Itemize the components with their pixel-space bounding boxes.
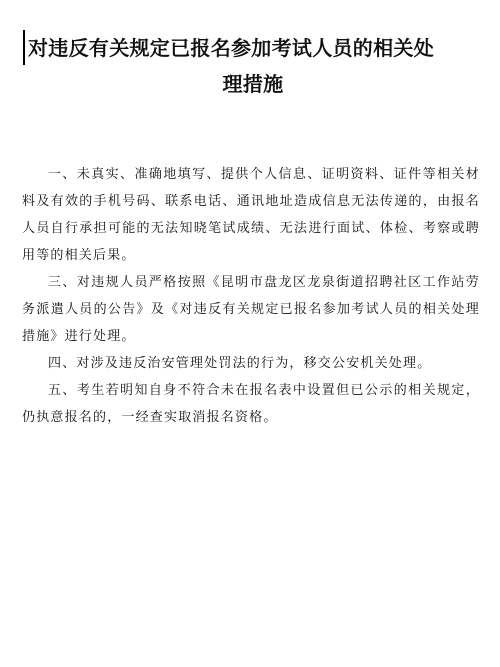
paragraph-item-1: 一、未真实、准确地填写、提供个人信息、证明资料、证件等相关材料及有效的手机号码、联系电话、通讯地址造成信息无法传递的，由报名人员自行承担可能的无法知晓笔试成绩、无法进行面试、体检、考察或聘用等的相关后果。 xyxy=(22,167,480,263)
document-title xyxy=(28,30,478,102)
title-line-2: 理措施 xyxy=(222,72,284,96)
paragraph-item-4: 四、对涉及违反治安管理处罚法的行为，移交公安机关处理。 xyxy=(48,356,432,371)
paragraph-item-3: 三、对违规人员严格按照《昆明市盘龙区龙泉街道招聘社区工作站劳务派遣人员的公告》及《对违反有关规定已报名参加考试人员的相关处理措施》进行处理。 xyxy=(22,275,480,344)
paragraph-item-5: 五、考生若明知自身不符合未在报名表中设置但已公示的相关规定，仍执意报名的，一经查实取消报名资格。 xyxy=(22,383,480,425)
document-body xyxy=(22,161,480,431)
text-cursor xyxy=(23,30,25,65)
title-line-1: 对违反有关规定已报名参加考试人员的相关处 xyxy=(28,36,434,60)
